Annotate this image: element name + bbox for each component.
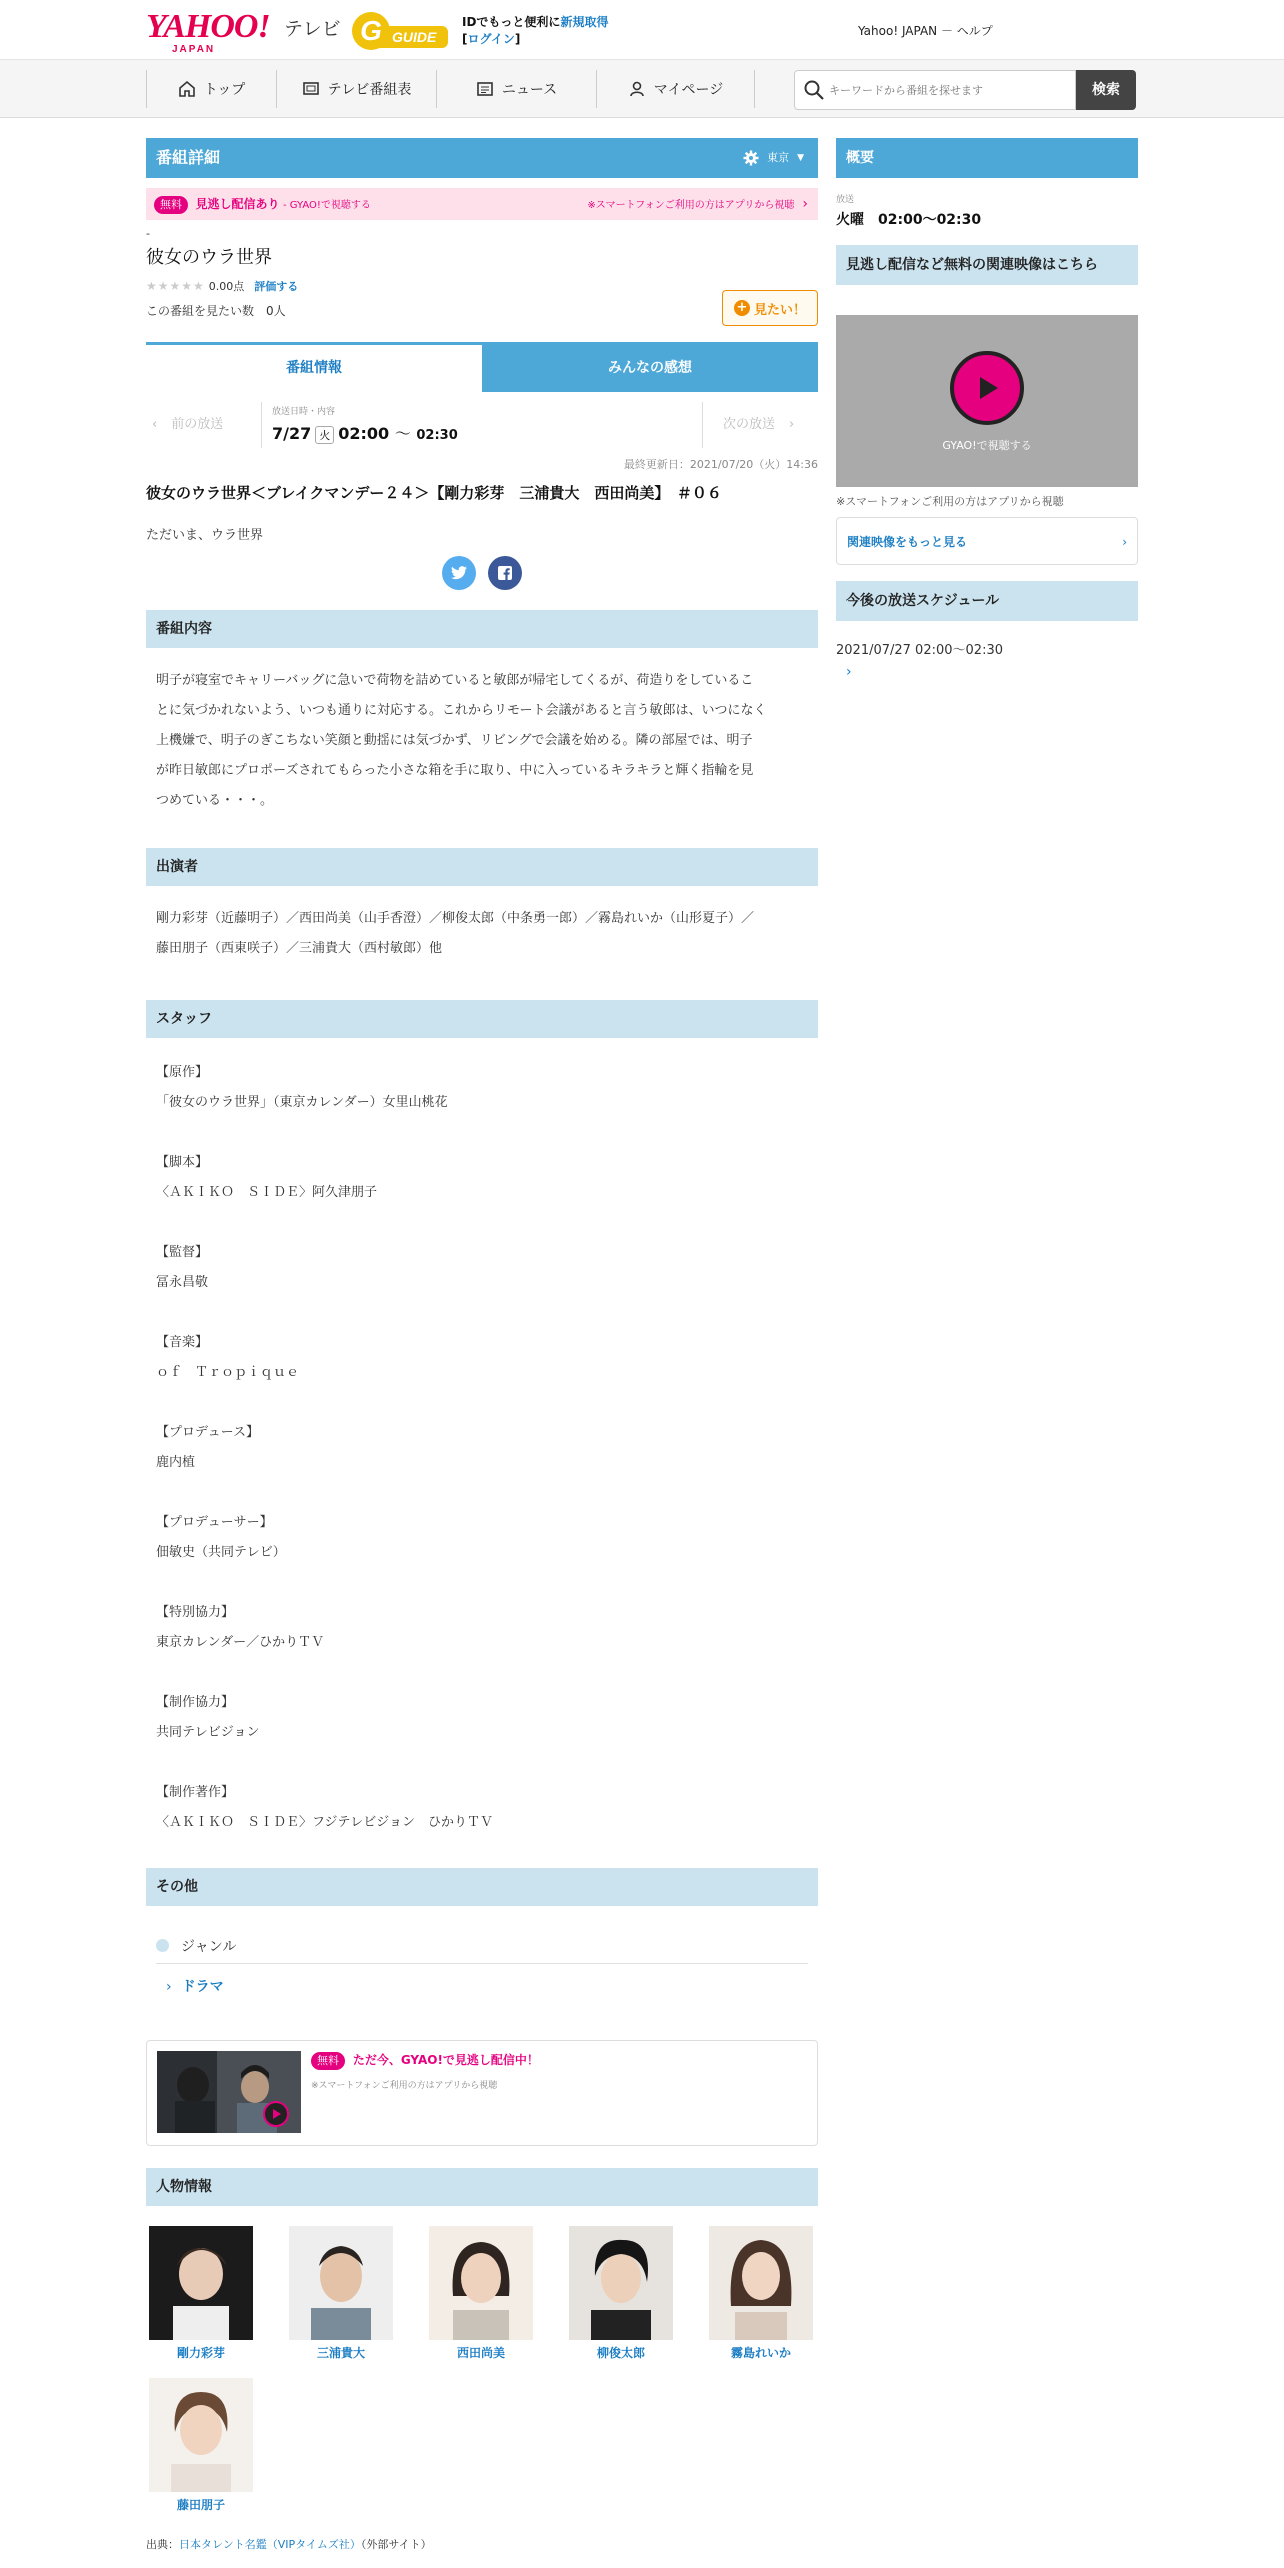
content-line: つめている・・・。 xyxy=(156,793,274,808)
nav-news-label: ニュース xyxy=(501,82,558,98)
chevron-right-icon: › xyxy=(789,417,795,432)
person-card[interactable] xyxy=(146,2226,256,2361)
broadcast-datetime xyxy=(272,421,458,444)
person-photo xyxy=(149,2226,253,2340)
top-header xyxy=(0,0,1284,60)
search-box xyxy=(794,70,1076,110)
detail-header-title: 番組詳細 xyxy=(156,148,221,167)
staff-role: 【プロデューサー】 xyxy=(156,1515,273,1530)
gyao-free-badge: 無料 xyxy=(311,2052,345,2070)
sidebar-related-title: 見逃し配信など無料の関連映像はこちら xyxy=(836,245,1138,285)
free-sub: - GYAO!で視聴する xyxy=(283,200,371,211)
gyao-promo[interactable] xyxy=(146,2040,818,2146)
content-line: 明子が寝室でキャリーバッグに急いで荷物を詰めていると敏郎が帰宅してくるが、荷造りをしているこ xyxy=(156,673,754,688)
person-card[interactable] xyxy=(146,2378,256,2513)
want-button[interactable] xyxy=(722,290,818,326)
section-cast-title: 出演者 xyxy=(146,848,818,886)
nav-divider xyxy=(754,70,755,108)
cast-line: 藤田朋子（西東咲子）／三浦貴大（西村敏郎）他 xyxy=(156,941,443,956)
sidebar-schedule-title: 今後の放送スケジュール xyxy=(836,581,1138,621)
search-input[interactable] xyxy=(829,84,1069,97)
yahoo-logo-text: YAHOO! xyxy=(146,8,270,45)
staff-name: 〈ＡＫＩＫＯ ＳＩＤＥ〉阿久津朋子 xyxy=(156,1185,378,1200)
chevron-down-icon: ▼ xyxy=(797,153,804,163)
yahoo-logo-sub: JAPAN xyxy=(172,44,216,55)
broadcast-end: 02:30 xyxy=(416,428,458,443)
nav-news[interactable] xyxy=(436,70,596,108)
person-name: 西田尚美 xyxy=(456,2346,505,2360)
person-photo xyxy=(289,2226,393,2340)
chevron-right-icon: › xyxy=(1122,535,1127,549)
tabs xyxy=(146,342,818,392)
staff-entry xyxy=(156,1418,808,1478)
rate-link[interactable]: 評価する xyxy=(254,280,299,293)
free-right-text: ※スマートフォンご利用の方はアプリから視聴 xyxy=(587,200,795,211)
free-stream-banner[interactable] xyxy=(146,188,818,220)
person-photo xyxy=(429,2226,533,2340)
bullet-icon xyxy=(156,1939,169,1952)
area-selector[interactable] xyxy=(743,138,804,178)
section-content-title: 番組内容 xyxy=(146,610,818,648)
broadcast-day: 7/27 xyxy=(272,424,312,443)
tv-icon xyxy=(302,80,320,98)
more-videos-link[interactable] xyxy=(836,517,1138,565)
player-label: GYAO!で視聴する xyxy=(942,439,1032,452)
plus-icon: + xyxy=(734,300,750,316)
person-photo xyxy=(569,2226,673,2340)
staff-name: ｏｆ Ｔｒｏｐｉｑｕｅ xyxy=(156,1365,300,1380)
register-link[interactable]: 新規取得 xyxy=(560,15,609,29)
staff-name: 鹿内植 xyxy=(156,1455,196,1470)
cast-line: 剛力彩芽（近藤明子）／西田尚美（山手香澄）／柳俊太郎（中条勇一郎）／霧島れいか（山形夏子）／ xyxy=(156,911,755,926)
broadcast-start: 02:00 xyxy=(338,424,390,443)
person-card[interactable] xyxy=(706,2226,816,2361)
login-link[interactable]: ログイン xyxy=(467,32,515,46)
gyao-text xyxy=(311,2051,539,2091)
source-prefix: 出典： xyxy=(146,2538,179,2551)
staff-entry xyxy=(156,1688,808,1748)
chevron-right-icon: › xyxy=(802,196,808,212)
staff-entry xyxy=(156,1328,808,1388)
chevron-right-icon: › xyxy=(166,1979,172,1995)
cast-body xyxy=(156,904,808,964)
twitter-share-button[interactable] xyxy=(442,556,476,590)
section-staff-title: スタッフ xyxy=(146,1000,818,1038)
program-title: 彼女のウラ世界 xyxy=(146,247,272,268)
broadcast-sep: 〜 xyxy=(394,424,411,443)
staff-name: 共同テレビジョン xyxy=(156,1725,260,1740)
twitter-icon xyxy=(451,566,467,580)
play-icon xyxy=(950,351,1024,425)
news-icon xyxy=(476,80,494,98)
staff-role: 【特別協力】 xyxy=(156,1605,235,1620)
person-card[interactable] xyxy=(286,2226,396,2361)
schedule-item: 2021/07/27 02:00～02:30 xyxy=(836,643,1003,658)
tab-reviews[interactable]: みんなの感想 xyxy=(482,345,818,392)
free-title: 見逃し配信あり xyxy=(195,197,280,211)
rating-score: 0.00点 xyxy=(208,280,245,293)
staff-name: 「彼女のウラ世界」（東京カレンダー）女里山桃花 xyxy=(156,1095,448,1110)
genre-value: ドラマ xyxy=(181,1979,224,1995)
person-name: 藤田朋子 xyxy=(176,2498,225,2512)
staff-entry xyxy=(156,1598,808,1658)
next-broadcast[interactable] xyxy=(702,402,818,448)
rating-row xyxy=(146,278,818,294)
star-rating-icon: ★★★★★ xyxy=(146,279,205,293)
sidebar-broadcast-time: 火曜 02:00～02:30 xyxy=(836,212,982,228)
search-button[interactable]: 検索 xyxy=(1076,70,1136,110)
gear-icon xyxy=(743,150,759,166)
content-line: とに気づかれないよう、いつも通りに対応する。これからリモート会議があると言う敏郎は、いつになく xyxy=(156,703,767,718)
player-note: ※スマートフォンご利用の方はアプリから視聴 xyxy=(836,495,1064,508)
staff-role: 【原作】 xyxy=(156,1065,209,1080)
staff-role: 【音楽】 xyxy=(156,1335,209,1350)
more-videos-label: 関連映像をもっと見る xyxy=(847,535,968,549)
source-link[interactable]: 日本タレント名鑑（VIPタイムズ社） xyxy=(179,2538,361,2551)
main-column xyxy=(146,138,818,2551)
login-promo: IDでもっと便利に新規取得 [ログイン] xyxy=(462,15,609,46)
prev-broadcast[interactable] xyxy=(146,402,262,448)
gguide-letter: G xyxy=(352,12,390,50)
nav-mypage[interactable] xyxy=(596,70,754,108)
staff-entry xyxy=(156,1148,808,1208)
genre-row xyxy=(156,1928,808,1964)
free-right xyxy=(587,188,808,222)
person-name: 柳俊太郎 xyxy=(596,2346,645,2360)
source-suffix: （外部サイト） xyxy=(360,2538,432,2551)
want-count: この番組を見たい数 0人 xyxy=(146,304,286,318)
tab-program-info[interactable]: 番組情報 xyxy=(146,345,482,392)
nav-top-label: トップ xyxy=(203,82,246,98)
sidebar-summary-title: 概要 xyxy=(836,138,1138,178)
want-button-label: 見たい！ xyxy=(753,302,806,318)
detail-header xyxy=(146,138,818,178)
staff-name: 佃敏史（共同テレビ） xyxy=(156,1545,286,1560)
prev-broadcast-label: 前の放送 xyxy=(171,417,224,432)
subtitle-dash: - xyxy=(146,227,150,240)
chevron-left-icon: ‹ xyxy=(152,417,158,432)
staff-role: 【脚本】 xyxy=(156,1155,209,1170)
nav-mypage-label: マイページ xyxy=(653,82,724,98)
content-body xyxy=(156,666,808,816)
section-other-title: その他 xyxy=(146,1868,818,1906)
last-updated: 最終更新日：2021/07/20（火）14:36 xyxy=(623,458,818,471)
sidebar xyxy=(836,138,1138,680)
staff-role: 【監督】 xyxy=(156,1245,209,1260)
staff-entry xyxy=(156,1058,808,1118)
broadcast-row xyxy=(146,402,818,452)
broadcast-label: 放送日時・内容 xyxy=(272,407,336,417)
nav-tv-guide-label: テレビ番組表 xyxy=(327,82,412,98)
episode-title: 彼女のウラ世界＜ブレイクマンデー２４＞【剛力彩芽 三浦貴大 西田尚美】 ＃０６ xyxy=(146,484,722,502)
staff-name: 〈ＡＫＩＫＯ ＳＩＤＥ〉フジテレビジョン ひかりＴＶ xyxy=(156,1815,493,1830)
staff-entry xyxy=(156,1238,808,1298)
staff-role: 【プロデュース】 xyxy=(156,1425,259,1440)
chevron-right-icon[interactable]: › xyxy=(846,664,852,680)
source-credit xyxy=(146,2536,432,2552)
person-photo xyxy=(709,2226,813,2340)
header-right-links[interactable]: Yahoo! JAPAN － ヘルプ xyxy=(858,24,993,38)
service-name[interactable]: テレビ xyxy=(284,18,341,40)
episode-tagline: ただいま、ウラ世界 xyxy=(146,528,264,543)
facebook-icon xyxy=(498,566,512,580)
person-card[interactable] xyxy=(426,2226,536,2361)
search-icon xyxy=(803,79,825,101)
person-name: 霧島れいか xyxy=(730,2346,791,2360)
gyao-thumbnail xyxy=(157,2051,301,2133)
person-card[interactable] xyxy=(566,2226,676,2361)
nav-tv-guide[interactable] xyxy=(276,70,436,108)
home-icon xyxy=(178,80,196,98)
sidebar-broadcast-label: 放送 xyxy=(836,195,855,205)
staff-entry xyxy=(156,1508,808,1568)
staff-role: 【制作協力】 xyxy=(156,1695,235,1710)
gyao-note: ※スマートフォンご利用の方はアプリから視聴 xyxy=(311,2080,498,2091)
free-badge: 無料 xyxy=(154,196,188,214)
staff-name: 東京カレンダー／ひかりＴＶ xyxy=(156,1635,325,1650)
content-line: 上機嫌で、明子のぎこちない笑顔と動揺には気づかず、リビングで会議を始める。隣の部屋では、明子 xyxy=(156,733,753,748)
gguide-word: GUIDE xyxy=(376,26,448,48)
next-broadcast-label: 次の放送 xyxy=(723,417,776,432)
content-line: が昨日敏郎にプロポーズされてもらった小さな箱を手に取り、中に入っているキラキラと輝く指輪を見 xyxy=(156,763,754,778)
gyao-player[interactable] xyxy=(836,315,1138,487)
staff-name: 冨永昌敬 xyxy=(156,1275,209,1290)
broadcast-dow: 火 xyxy=(315,426,334,444)
broadcast-date xyxy=(272,404,458,444)
play-icon xyxy=(263,2101,289,2127)
facebook-share-button[interactable] xyxy=(488,556,522,590)
nav-top[interactable] xyxy=(146,70,276,108)
yahoo-logo[interactable] xyxy=(146,8,270,55)
area-label: 東京 xyxy=(767,151,790,164)
global-nav xyxy=(0,60,1284,118)
staff-list xyxy=(156,1058,808,1868)
promo-text: IDでもっと便利に xyxy=(462,15,561,29)
staff-entry xyxy=(156,1778,808,1838)
genre-link[interactable] xyxy=(166,1976,224,1996)
person-photo xyxy=(149,2378,253,2492)
gguide-logo[interactable] xyxy=(352,12,448,50)
section-persons-title: 人物情報 xyxy=(146,2168,818,2206)
gyao-headline: ただ今、GYAO!で見逃し配信中！ xyxy=(352,2053,539,2067)
staff-role: 【制作著作】 xyxy=(156,1785,235,1800)
user-icon xyxy=(628,80,646,98)
person-name: 三浦貴大 xyxy=(316,2346,365,2360)
person-name: 剛力彩芽 xyxy=(176,2346,225,2360)
genre-label: ジャンル xyxy=(181,1938,237,1955)
